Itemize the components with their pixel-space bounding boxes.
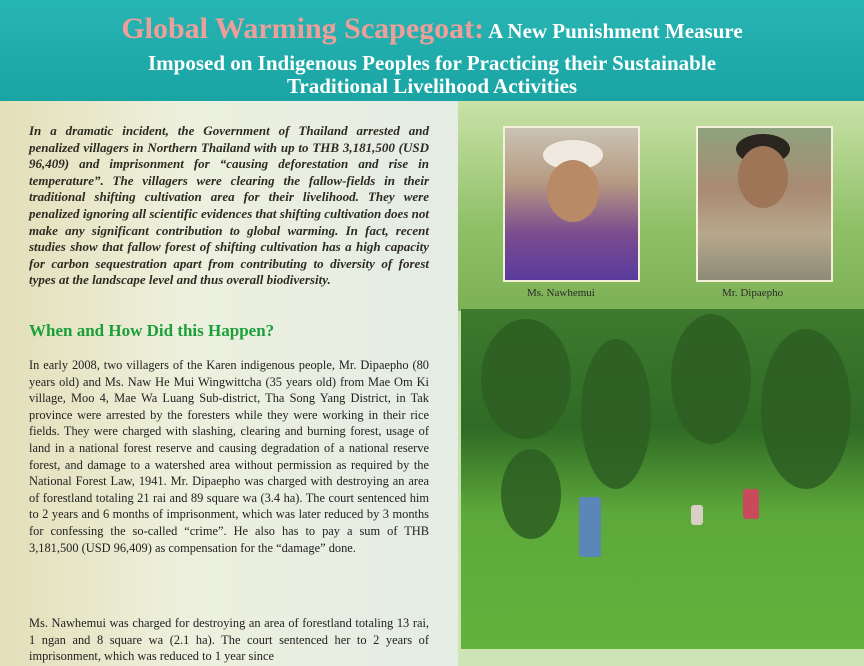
tree xyxy=(501,449,561,539)
section-heading: When and How Did this Happen? xyxy=(29,321,275,340)
tree xyxy=(671,314,751,444)
caption-photo-2: Mr. Dipaepho xyxy=(722,287,784,299)
tree xyxy=(581,339,651,489)
villager-figure xyxy=(579,497,601,557)
villager-figure xyxy=(743,489,759,519)
caption-photo-1: Ms. Nawhemui xyxy=(527,287,595,299)
title-line-1 xyxy=(0,11,864,52)
face xyxy=(547,160,599,222)
tree xyxy=(761,329,851,489)
tree xyxy=(481,319,571,439)
face xyxy=(738,146,788,208)
intro-paragraph: In a dramatic incident, the Government of Thailand arrested and penalized villagers in Northern Thailand with up to THB 3,181,500 (USD 96,409) and imprisonment for “causing deforestation and rise in temperature”. The villagers were clearing the fallow-fields in their traditional shifting cultivation area for their livelihood. They were penalized ignoring all scientific evidences that shifting cultivation does not make any significant contribution to global warming. In fact, recent studies show that fallow forest of shifting cultivation has a high capacity for carbon sequestration apart from contributing to diversity of forest types at the landscape level and thus overall biodiversity. xyxy=(29,123,429,288)
rice-field-photo xyxy=(461,309,864,649)
body-paragraph-2: Ms. Nawhemui was charged for destroying an area of forestland totaling 13 rai, 1 ngan and 8 square wa (2.1 ha). The court sentenced her to 2 years of imprisonment, which was reduced to 1 year since xyxy=(29,616,429,664)
title-line-2: Imposed on Indigenous Peoples for Practicing their Sustainable xyxy=(147,51,717,75)
body-paragraph-1: In early 2008, two villagers of the Karen indigenous people, Mr. Dipaepho (80 years old) and Ms. Naw He Mui Wingwittcha (35 years old) from Mae Om Ki village, Moo 4, Mae Wa Luang Sub-district, Tha Song Yang District, in Tak province were arrested by the foresters while they were working in their rice fields. They were charged with slashing, clearing and burning forest, usage of land in a national forest reserve and causing degradation of a national reserve forest, and damage to a watershed area without permission as required by the National Forest Law, 1941. Mr. Dipaepho was charged with destroying an area of forestland totaling 21 rai and 89 square wa (3.4 ha). The court sentenced him to 2 years and 6 months of imprisonment, which was later reduced by 3 months for confessing the so-called “crime”. He also has to pay a sum of THB 3,181,500 (USD 96,409) as compensation for the “damage” done. xyxy=(29,358,429,555)
header-banner xyxy=(0,0,864,101)
villager-figure xyxy=(691,505,703,525)
title-line-3: Traditional Livelihood Activities xyxy=(286,74,578,98)
title-main: Global Warming Scapegoat: xyxy=(121,12,485,45)
title-subtitle: A New Punishment Measure xyxy=(488,19,743,43)
portrait-photo-dipaepho xyxy=(696,126,833,282)
portrait-photo-nawhemui xyxy=(503,126,640,282)
